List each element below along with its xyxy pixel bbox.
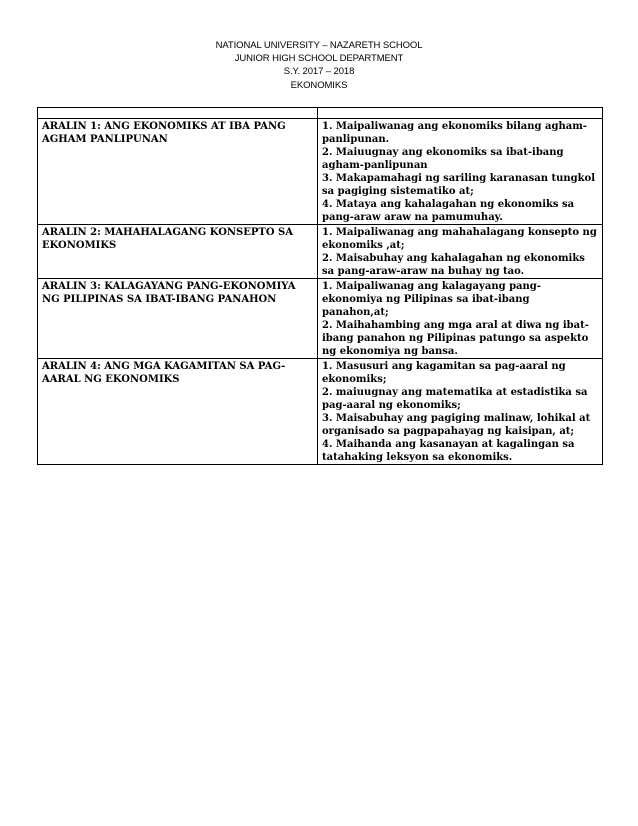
lesson-objectives: [318, 359, 603, 465]
school-name: NATIONAL UNIVERSITY – NAZARETH SCHOOL: [215, 40, 423, 51]
table-header-row: [38, 108, 603, 119]
objective: 4. Maihanda ang kasanayan at kagalingan sa tatahaking leksyon sa ekonomiks.: [322, 439, 575, 463]
objective: 1. Maipaliwanag ang mahahalagang konsepto ng ekonomiks ,at;: [322, 227, 597, 251]
lesson-objectives: [318, 279, 603, 359]
lesson-title: ARALIN 4: ANG MGA KAGAMITAN SA PAG-AARAL NG EKONOMIKS: [38, 359, 318, 465]
objective: 3. Maisabuhay ang pagiging malinaw, lohikal at organisado sa pagpapahayag ng kaisipan, at;: [322, 413, 591, 437]
objective: 1. Maipaliwanag ang ekonomiks bilang agham-panlipunan.: [322, 121, 587, 145]
school-year: S.Y. 2017 – 2018: [283, 66, 355, 78]
objective: 2. Maisabuhay ang kahalagahan ng ekonomiks sa pang-araw-araw na buhay ng tao.: [322, 253, 585, 277]
objective: 2. maiuugnay ang matematika at estadistika sa pag-aaral ng ekonomiks;: [322, 387, 588, 411]
document-header: [0, 39, 638, 92]
objective: 1. Maipaliwanag ang kalagayang pang-ekonomiya ng Pilipinas sa ibat-ibang panahon,at;: [322, 281, 541, 318]
table-row: [38, 359, 603, 465]
lesson-objectives: [318, 225, 603, 279]
objective: 2. Maiuugnay ang ekonomiks sa ibat-ibang agham-panlipunan: [322, 147, 564, 171]
lesson-objectives: [318, 119, 603, 225]
table-row: [38, 119, 603, 225]
lesson-title: ARALIN 1: ANG EKONOMIKS AT IBA PANG AGHAM PANLIPUNAN: [38, 119, 318, 225]
objective: 4. Mataya ang kahalagahan ng ekonomiks sa pang-araw araw na pamumuhay.: [322, 199, 575, 223]
lesson-title: ARALIN 2: MAHAHALAGANG KONSEPTO SA EKONOMIKS: [38, 225, 318, 279]
department-name: JUNIOR HIGH SCHOOL DEPARTMENT: [234, 53, 404, 65]
lesson-title: ARALIN 3: KALAGAYANG PANG-EKONOMIYA NG PILIPINAS SA IBAT-IBANG PANAHON: [38, 279, 318, 359]
lessons-table: [37, 107, 603, 465]
empty-header-cell: [38, 108, 318, 119]
objective: 3. Makapamahagi ng sariling karanasan tungkol sa pagiging sistematiko at;: [322, 173, 596, 197]
table-row: [38, 279, 603, 359]
subject-title: EKONOMIKS: [290, 79, 348, 91]
objective: 2. Maihahambing ang mga aral at diwa ng ibat-ibang panahon ng Pilipinas patungo sa aspekto ng ekonomiya ng bansa.: [322, 320, 589, 357]
objective: 1. Masusuri ang kagamitan sa pag-aaral ng ekonomiks;: [322, 361, 566, 385]
table-row: [38, 225, 603, 279]
empty-header-cell: [318, 108, 603, 119]
